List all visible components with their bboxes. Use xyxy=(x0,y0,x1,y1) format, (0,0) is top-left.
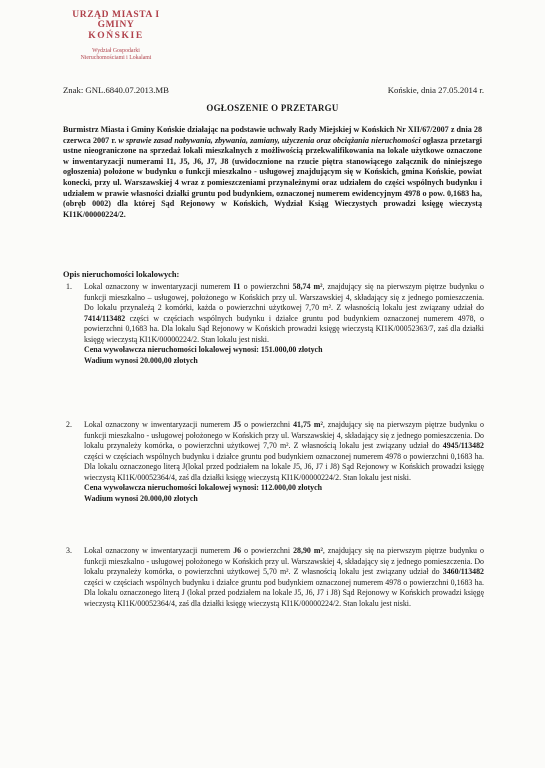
item-area: 28,90 m² xyxy=(293,546,323,555)
item-deposit: Wadium wynosi 20.000,00 złotych xyxy=(84,493,198,503)
stamp-town-name: KOŃSKIE xyxy=(88,31,144,41)
item-starting-price: Cena wywoławcza nieruchomości lokalowej wynosi: 151.000,00 złotych xyxy=(84,345,323,354)
intro-text-1: Burmistrz Miasta i Gminy Końskie działając na podstawie uchwały Rady Miejskiej w Końskich Nr XII/67/2007 z dnia 28 czerwca 2007 r. xyxy=(63,125,482,145)
item-number: 3. xyxy=(66,546,72,555)
item-text: o powierzchni xyxy=(240,282,293,291)
property-item xyxy=(66,420,484,504)
item-area: 58,74 m² xyxy=(292,282,323,291)
item-text: , znajdujący się na pierwszym piętrze budynku o funkcji mieszkalno – usługowej, położonego w Końskich przy ul. Warszawskiej 4, składający się z jednego pomieszczenia. Do lokalu przynależą 2 komórki, każda o powierzchni użytkowej 7,70 m². Z własnością lokalu jest związany udział do xyxy=(84,282,484,312)
item-number: 2. xyxy=(66,420,72,429)
item-share: 7414/113482 xyxy=(84,313,126,323)
item-starting-price: Cena wywoławcza nieruchomości lokalowej wynosi: 112.000,00 złotych xyxy=(84,483,323,492)
item-description xyxy=(84,420,484,483)
item-text: o powierzchni xyxy=(241,420,294,429)
item-unit-number: I1 xyxy=(233,282,241,291)
stamp-department: Wydział Gospodarki xyxy=(92,48,140,54)
property-item xyxy=(66,282,484,366)
item-description xyxy=(84,546,484,609)
intro-paragraph xyxy=(63,125,482,220)
item-share: 4945/113482 xyxy=(442,441,484,450)
item-text: części w częściach wspólnych budynku i działce gruntu pod budynkiem oznaczonej numerem 4978 o powierzchni 0,1683 ha. Dla lokalu oznaczonego literą J (lokal przed podziałem na lokale J5, J6, J7 i J8) Sąd Rejonowy w Końskich prowadzi księgę wieczystą KI1K/00052364/4, zaś dla działki księgę wieczystą KI1K/00000224/2. Stan lokalu jest niski. xyxy=(84,577,484,608)
document-title: OGŁOSZENIE O PRZETARGU xyxy=(206,103,339,113)
property-item xyxy=(66,546,484,609)
intro-text-2: ogłasza przetargi ustne nieograniczone na sprzedaż lokali mieszkalnych z możliwością przekwalifikowania na lokale użytkowe oznaczone w inwentaryzacji numerami I1, J5, J6, J7, J8 (uwidocznione na rzucie piętra stanowiącego załącznik do niniejszego ogłoszenia) położone w budynku o funkcji mieszkalno - usługowej znajdującym się w Końskich, gmina Końskie, powiat konecki, przy ul. Warszawskiej 4 wraz z pomieszczeniami przynależnymi oraz udziałem do części wspólnych budynku i udziałem w prawie własności działki gruntu pod budynkiem, oznaczonej numerem ewidencyjnym 4978 o pow. 0,1683 ha, (obręb 0002) dla której Sąd Rejonowy w Końskich, Wydział Ksiąg Wieczystych prowadzi księgę wieczystą KI1K/00000224/2. xyxy=(63,135,482,219)
item-text: o powierzchni xyxy=(241,546,294,555)
item-deposit: Wadium wynosi 20.000,00 złotych xyxy=(84,355,198,365)
stamp-office-name: URZĄD MIASTA I GMINY xyxy=(72,10,160,30)
intro-text-italic: w sprawie zasad nabywania, zbywania, zamiany, użyczenia oraz obciążania nieruchomości xyxy=(118,135,421,145)
item-text: , znajdujący się na pierwszym piętrze budynku o funkcji mieszkalno - usługowej położonego w Końskich przy ul. Warszawskiej 4, składający się z jednego pomieszczenia. Do lokalu przynależy komórka, o powierzchni użytkowej 5,70 m². Z własnością lokalu jest związany udział do xyxy=(84,546,484,576)
stamp-department-sub: Nieruchomościami i Lokalami xyxy=(80,55,152,61)
place-date: Końskie, dnia 27.05.2014 r. xyxy=(387,85,484,95)
item-text: , znajdujący się na pierwszym piętrze budynku o funkcji mieszkalno - usługowej położonego w Końskich przy ul. Warszawskiej 4, składający się z jednego pomieszczenia. Do lokalu przynależy komórka, o powierzchni użytkowej 7,70 m². Z własnością lokalu jest związany udział do xyxy=(84,420,484,450)
office-stamp xyxy=(62,10,170,61)
item-text: Lokal oznaczony w inwentaryzacji numerem xyxy=(84,420,234,429)
item-unit-number: J6 xyxy=(233,546,242,555)
item-text: części w częściach wspólnych budynku i działce gruntu pod budynkiem oznaczonej numerem 4978 o powierzchni 0,1683 ha. Dla lokalu oznaczonego literą J(lokal przed podziałem na lokale J5, J6, J7 i J8) Sąd Rejonowy w Końskich prowadzi księgę wieczystą KI1K/00052364/4, zaś dla działki księgę wieczystą KI1K/00000224/2. Stan lokalu jest niski. xyxy=(84,451,484,482)
item-area: 41,75 m² xyxy=(293,420,323,429)
item-description xyxy=(84,282,484,345)
item-text: Lokal oznaczony w inwentaryzacji numerem xyxy=(84,282,234,291)
section-heading: Opis nieruchomości lokalowych: xyxy=(63,270,180,279)
item-text: Lokal oznaczony w inwentaryzacji numerem xyxy=(84,546,234,555)
item-number: 1. xyxy=(66,282,72,291)
item-share: 3460/113482 xyxy=(442,567,484,576)
item-unit-number: J5 xyxy=(233,420,242,429)
reference-number: Znak: GNL.6840.07.2013.MB xyxy=(63,85,169,95)
item-text: części w częściach wspólnych budynku i działce gruntu pod budynkiem oznaczonej numerem 4978, o powierzchni 0,1683 ha. Dla lokalu Sąd Rejonowy w Końskich prowadzi księgę wieczystą KI1K/00052363/7, zaś dla działki księgę wieczystą KI1K/00000224/2. Stan lokalu jest niski. xyxy=(84,313,484,344)
